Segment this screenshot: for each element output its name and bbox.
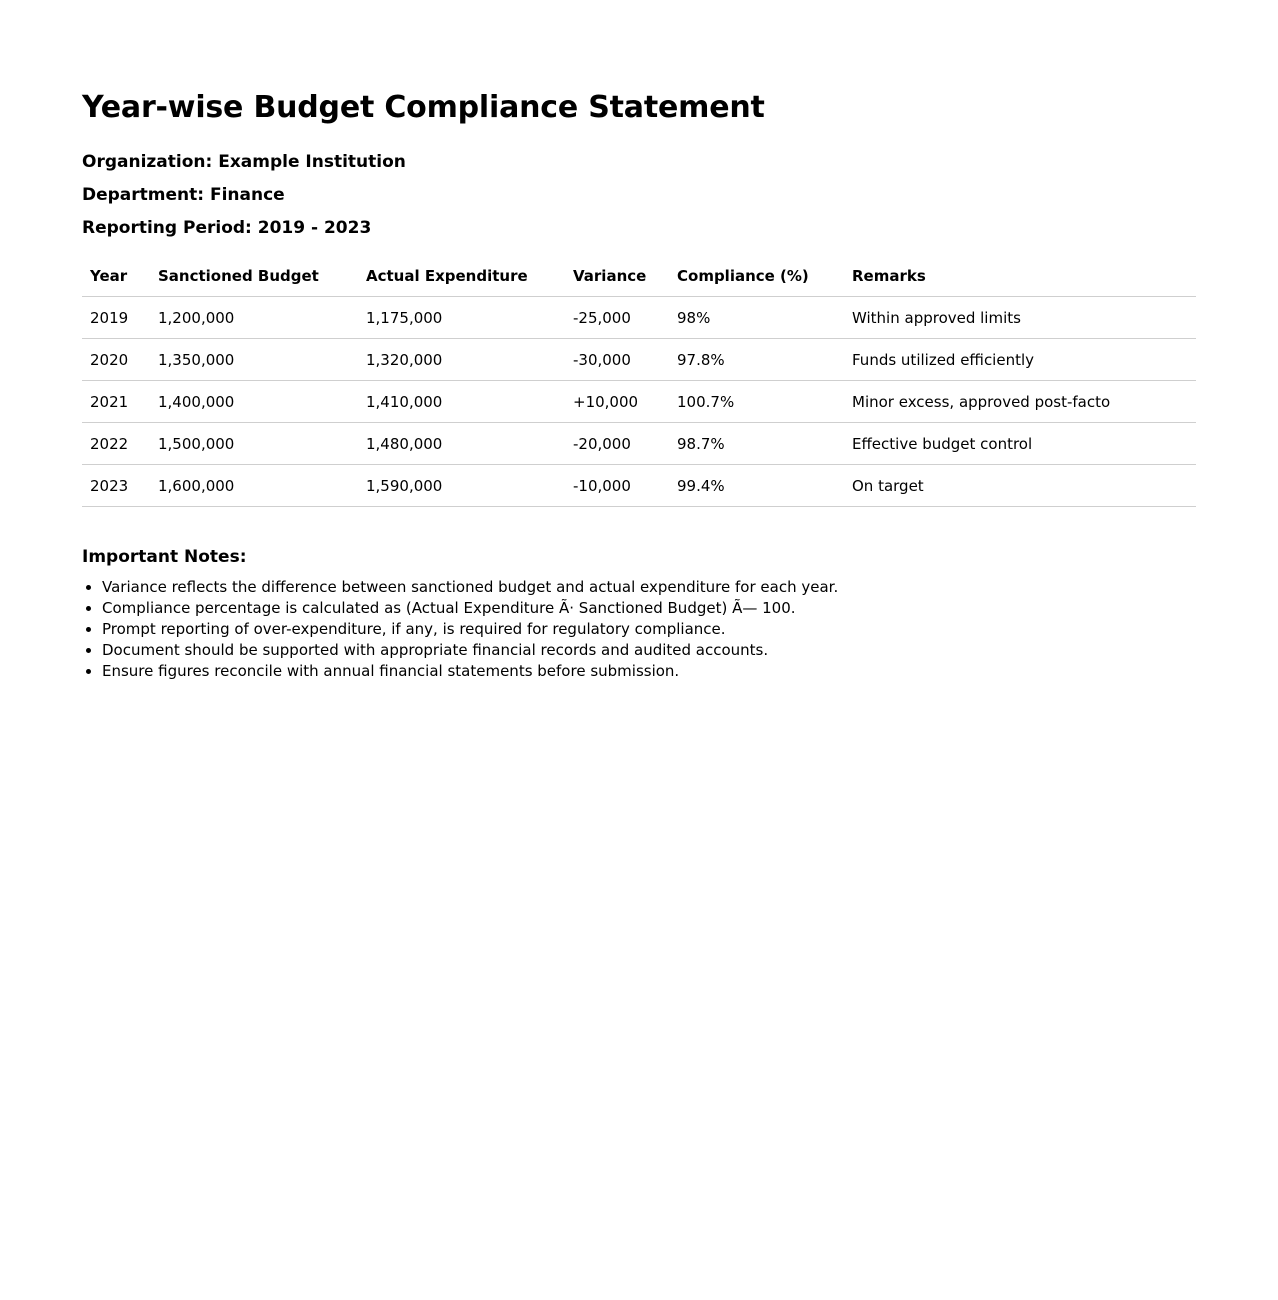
cell-year: 2020 bbox=[82, 339, 150, 381]
cell-compliance: 98% bbox=[669, 297, 844, 339]
column-header-remarks: Remarks bbox=[844, 255, 1196, 297]
budget-compliance-table bbox=[82, 255, 1196, 507]
column-header-year: Year bbox=[82, 255, 150, 297]
cell-variance: -30,000 bbox=[565, 339, 669, 381]
cell-actual-expenditure: 1,175,000 bbox=[358, 297, 565, 339]
list-item: • Ensure figures reconcile with annual financial statements before submission. bbox=[102, 661, 1196, 682]
cell-sanctioned-budget: 1,200,000 bbox=[150, 297, 358, 339]
department-line: Department: Finance bbox=[82, 185, 285, 205]
table-header-row bbox=[82, 255, 1196, 297]
table-row bbox=[82, 381, 1196, 423]
list-item: • Compliance percentage is calculated as (Actual Expenditure Ã· Sanctioned Budget) Ã— 100. bbox=[102, 598, 1196, 619]
cell-remarks: Within approved limits bbox=[844, 297, 1196, 339]
cell-sanctioned-budget: 1,600,000 bbox=[150, 465, 358, 507]
table-row bbox=[82, 297, 1196, 339]
cell-variance: -20,000 bbox=[565, 423, 669, 465]
list-item: • Prompt reporting of over-expenditure, if any, is required for regulatory compliance. bbox=[102, 619, 1196, 640]
cell-variance: +10,000 bbox=[565, 381, 669, 423]
table-row bbox=[82, 423, 1196, 465]
organization-line: Organization: Example Institution bbox=[82, 152, 406, 172]
list-item: • Variance reflects the difference between sanctioned budget and actual expenditure for each year. bbox=[102, 577, 1196, 598]
cell-compliance: 97.8% bbox=[669, 339, 844, 381]
cell-actual-expenditure: 1,320,000 bbox=[358, 339, 565, 381]
cell-actual-expenditure: 1,480,000 bbox=[358, 423, 565, 465]
cell-year: 2021 bbox=[82, 381, 150, 423]
column-header-sanctioned-budget: Sanctioned Budget bbox=[150, 255, 358, 297]
cell-year: 2023 bbox=[82, 465, 150, 507]
cell-remarks: Funds utilized efficiently bbox=[844, 339, 1196, 381]
notes-list bbox=[82, 577, 1196, 682]
cell-remarks: Minor excess, approved post-facto bbox=[844, 381, 1196, 423]
cell-compliance: 99.4% bbox=[669, 465, 844, 507]
cell-year: 2019 bbox=[82, 297, 150, 339]
column-header-compliance: Compliance (%) bbox=[669, 255, 844, 297]
cell-sanctioned-budget: 1,400,000 bbox=[150, 381, 358, 423]
cell-actual-expenditure: 1,410,000 bbox=[358, 381, 565, 423]
list-item: • Document should be supported with appropriate financial records and audited accounts. bbox=[102, 640, 1196, 661]
cell-sanctioned-budget: 1,350,000 bbox=[150, 339, 358, 381]
cell-variance: -25,000 bbox=[565, 297, 669, 339]
cell-variance: -10,000 bbox=[565, 465, 669, 507]
column-header-variance: Variance bbox=[565, 255, 669, 297]
reporting-period-line: Reporting Period: 2019 - 2023 bbox=[82, 218, 372, 238]
cell-sanctioned-budget: 1,500,000 bbox=[150, 423, 358, 465]
notes-heading: Important Notes: bbox=[82, 547, 247, 567]
cell-compliance: 100.7% bbox=[669, 381, 844, 423]
cell-actual-expenditure: 1,590,000 bbox=[358, 465, 565, 507]
table-row bbox=[82, 339, 1196, 381]
page-title: Year-wise Budget Compliance Statement bbox=[82, 90, 765, 125]
cell-compliance: 98.7% bbox=[669, 423, 844, 465]
column-header-actual-expenditure: Actual Expenditure bbox=[358, 255, 565, 297]
cell-remarks: On target bbox=[844, 465, 1196, 507]
table-row bbox=[82, 465, 1196, 507]
cell-year: 2022 bbox=[82, 423, 150, 465]
cell-remarks: Effective budget control bbox=[844, 423, 1196, 465]
